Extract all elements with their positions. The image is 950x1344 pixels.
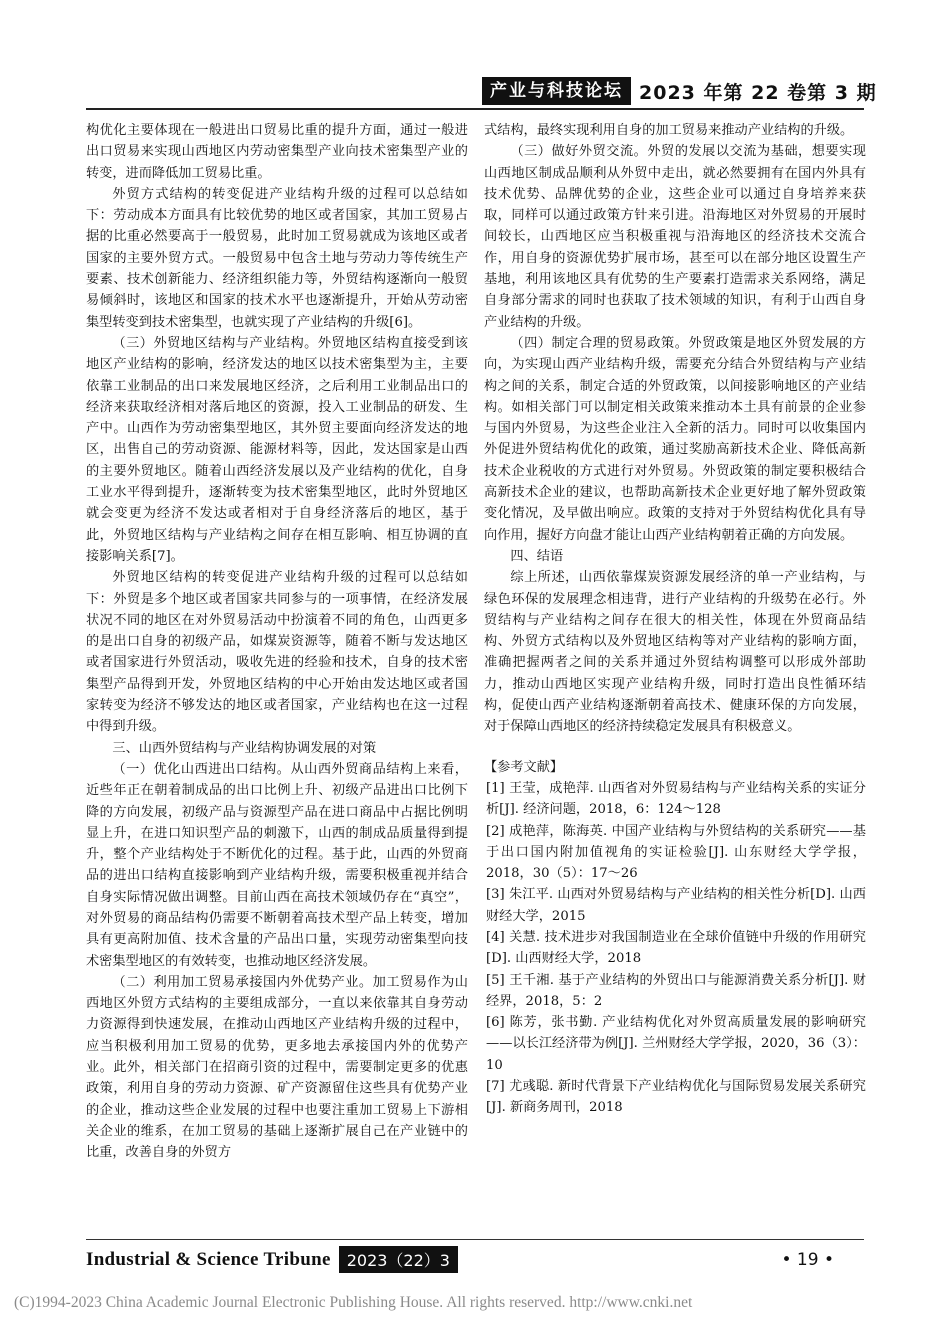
section-heading: 三、山西外贸结构与产业结构协调发展的对策 [112,740,377,756]
paragraph: （四）制定合理的贸易政策。外贸政策是地区外贸发展的方向，为实现山西产业结构升级，需要充分结合外贸结构与产业结构之间的关系，制定合适的外贸政策，以间接影响地区的产业结构。如相关部门可以制定相关政策来推动本土具有前景的企业参与国内外贸易，为这些企业注入全新的活力。同时可以收集国内外促进外贸结构优化的政策，通过奖励高新技术企业、降低高新技术企业税收的方式进行对外贸易。外贸政策的制定要积极结合高新技术企业的建议，也帮助高新技术企业更好地了解外贸政策变化情况，及早做出响应。政策的支持对于外贸结构优化具有导向作用，握好方向盘才能让山西产业结构朝着正确的方向发展。 [484,335,866,543]
section-heading: 四、结语 [510,548,564,564]
journal-title-en: Industrial & Science Tribune [86,1248,331,1270]
footer-rule [86,1239,864,1240]
references-heading: 【参考文献】 [484,759,564,775]
issue-info: 2023 年第 22 卷第 3 期 [639,81,877,104]
footer-issue: 2023（22）3 [339,1246,458,1273]
reference-item: [1] 王莹，成艳萍. 山西省对外贸易结构与产业结构关系的实证分析[J]. 经济问题，2018，6：124～128 [486,780,866,818]
paragraph: 外贸地区结构的转变促进产业结构升级的过程可以总结如下：外贸是多个地区或者国家共同参与的一项事情，在经济发展状况不同的地区在对外贸易活动中扮演着不同的角色，山西更多的是出口自身的初级产品，如煤炭资源等，随着不断与发达地区或者国家进行外贸活动，吸收先进的经验和技术，自身的技术密集型产品得到开发，外贸地区结构的中心开始由发达地区或者国家转变为经济不够发达的地区或者国家，产业结构也在这一过程中得到升级。 [86,570,468,735]
reference-item: [5] 王千湘. 基于产业结构的外贸出口与能源消费关系分析[J]. 财经界，2018，5：2 [486,972,866,1009]
paragraph: （二）利用加工贸易承接国内外优势产业。加工贸易作为山西地区外贸方式结构的主要组成部分，一直以来依靠其自身劳动力资源得到快速发展，在推动山西地区产业结构升级的过程中，应当积极利用加工贸易的优势，更多地去承接国内外的优势产业。此外，相关部门在招商引资的过程中，需要制定更多的优惠政策，利用自身的劳动力资源、矿产资源留住这些具有优势产业的企业，推动这些企业发展的过程中也要注重加工贸易上下游相关企业的维系，在加工贸易的基础上逐渐扩展自己在产业链中的比重，改善自身的外贸方 [86,974,468,1161]
page-number: • 19 • [781,1250,834,1270]
reference-item: [6] 陈芳，张书勤. 产业结构优化对外贸高质量发展的影响研究——以长江经济带为例[J]. 兰州财经大学学报，2020，36（3）：10 [486,1015,866,1073]
journal-title-cn: 产业与科技论坛 [482,77,631,105]
running-footer [86,1246,458,1273]
paragraph: （三）外贸地区结构与产业结构。外贸地区结构直接受到该地区产业结构的影响，经济发达的地区以技术密集型为主，主要依靠工业制品的出口来发展地区经济，之后利用工业制品出口的经济来获取经济相对落后地区的资源，投入工业制品的研发、生产中。山西作为劳动密集型地区，其外贸主要面向经济发达的地区，出售自己的劳动资源、能源材料等，因此，发达国家是山西的主要外贸地区。随着山西经济发展以及产业结构的优化，自身工业水平得到提升，逐渐转变为技术密集型地区，此时外贸地区就会变更为经济不发达或者相对于自身经济落后的地区，基于此，外贸地区结构与产业结构之间存在相互影响、相互协调的直接影响关系[7]。 [86,335,468,564]
header-rule [86,108,864,110]
copyright-notice: (C)1994-2023 China Academic Journal Electronic Publishing House. All rights reserved. http://www.cnki.net [14,1294,693,1311]
left-column [86,120,468,1164]
reference-item: [3] 朱江平. 山西对外贸易结构与产业结构的相关性分析[D]. 山西财经大学，2015 [486,887,866,924]
paragraph: （一）优化山西进出口结构。从山西外贸商品结构上来看，近些年正在朝着制成品的出口比例上升、初级产品进出口比例下降的方向发展，初级产品与资源型产品在进口商品中占据比例明显上升，在进口知识型产品的刺激下，山西的制成品质量得到提升，整个产业结构处于不断优化的过程。基于此，山西的外贸商品的进出口结构直接影响到产业结构升级，需要积极重视并结合自身实际情况做出调整。目前山西在高技术领域仍存在“真空”，对外贸易的商品结构仍需要不断朝着高技术型产品上转变，增加具有更高附加值、技术含量的产品出口量，实现劳动密集型向技术密集型地区的有效转变，也推动地区经济发展。 [86,761,468,969]
right-column [484,120,866,1119]
paragraph: 外贸方式结构的转变促进产业结构升级的过程可以总结如下：劳动成本方面具有比较优势的地区或者国家，其加工贸易占据的比重必然要高于一般贸易，此时加工贸易就成为该地区或者国家的主要外贸方式。一般贸易中包含土地与劳动力等传统生产要素、技术创新能力、经济组织能力等，外贸结构逐渐向一般贸易倾斜时，该地区和国家的技术水平也逐渐提升，开始从劳动密集型转变到技术密集型，也就实现了产业结构的升级[6]。 [86,186,468,330]
reference-item: [7] 尤彧聪. 新时代背景下产业结构优化与国际贸易发展关系研究[J]. 新商务周刊，2018 [486,1079,866,1116]
paragraph: （三）做好外贸交流。外贸的发展以交流为基础，想要实现山西地区制成品顺利从外贸中走出，就必然要拥有在国内外具有技术优势、品牌优势的企业，这些企业可以通过自身培养来获取，同样可以通过政策方针来引进。沿海地区对外贸易的开展时间较长，山西地区应当积极重视与沿海地区的经济技术交流合作，用自身的资源优势扩展市场，甚至可以在部分地区设置生产基地，利用该地区具有优势的生产要素打造需求关系网络，满足自身部分需求的同时也获取了技术领域的知识，有利于山西自身产业结构的升级。 [484,144,866,330]
reference-item: [4] 关慧. 技术进步对我国制造业在全球价值链中升级的作用研究[D]. 山西财经大学，2018 [486,929,866,967]
paragraph: 式结构，最终实现利用自身的加工贸易来推动产业结构的升级。 [484,123,854,138]
running-header [482,76,877,106]
reference-item: [2] 成艳萍，陈海英. 中国产业结构与外贸结构的关系研究——基于出口国内附加值视角的实证检验[J]. 山东财经大学学报，2018，30（5）：17～26 [486,823,866,882]
paragraph: 综上所述，山西依靠煤炭资源发展经济的单一产业结构，与绿色环保的发展理念相违背，进行产业结构的升级势在必行。外贸结构与产业结构之间存在很大的相关性，体现在外贸商品结构、外贸方式结构以及外贸地区结构等对产业结构的影响方面，准确把握两者之间的关系并通过外贸结构调整可以形成外部助力，推动山西地区实现产业结构升级，同时打造出良性循环结构，促使山西产业结构逐渐朝着高技术、健康环保的方向发展，对于保障山西地区的经济持续稳定发展具有积极意义。 [484,570,866,735]
paragraph: 构优化主要体现在一般进出口贸易比重的提升方面，通过一般进出口贸易来实现山西地区内劳动密集型产业向技术密集型产业的转变，进而降低加工贸易比重。 [86,123,468,181]
